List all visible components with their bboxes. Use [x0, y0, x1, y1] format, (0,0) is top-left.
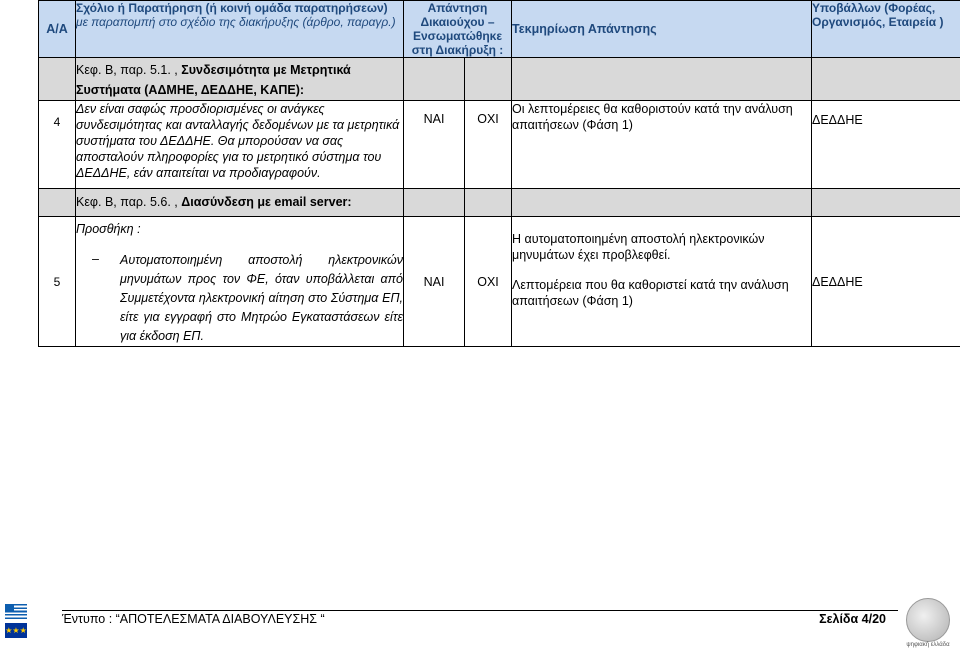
- consultation-table: [38, 0, 960, 347]
- row-submitter: ΔΕΔΔΗΕ: [812, 217, 960, 347]
- row-justification: Οι λεπτομέρειες θα καθοριστούν κατά την ανάλυση απαιτήσεων (Φάση 1): [512, 101, 812, 189]
- answer-yes: ΝΑΙ: [404, 217, 465, 347]
- footer-text: [62, 612, 898, 626]
- page-footer: [0, 596, 960, 649]
- header-comment-sub: με παραπομπή στο σχέδιο της διακήρυξης (άρθρο, παραγρ.): [76, 15, 396, 29]
- page-number: Σελίδα 4/20: [819, 612, 886, 626]
- row-number: 5: [39, 217, 76, 347]
- bullet-item: – Αυτοματοποιημένη αποστολή ηλεκτρονικών μηνυμάτων προς τον ΦΕ, όταν υποβάλλεται από Συμμετέχοντα ηλεκτρονική αίτηση στο Σύστημα ΕΠ, είτε για εγγραφή στο Μητρώο Εγκαταστάσεων είτε για έκδοση ΕΠ.: [76, 251, 403, 346]
- logo-emblem-icon: [906, 598, 950, 642]
- table-header-row: [39, 1, 960, 58]
- row-comment: [76, 217, 404, 347]
- greek-flag-icon: [5, 604, 27, 619]
- table-row: [39, 101, 960, 189]
- header-aa: Α/Α: [39, 1, 76, 58]
- digital-greece-logo: [900, 598, 956, 648]
- header-comment: [76, 1, 404, 58]
- answer-no: ΟΧΙ: [465, 217, 512, 347]
- section-ref-1: Κεφ. Β, παρ. 5.1. , Συνδεσιμότητα με Μετρητικά Συστήματα (ΑΔΜΗΕ, ΔΕΔΔΗΕ, ΚΑΠΕ):: [76, 58, 404, 101]
- row-justification: Η αυτοματοποιημένη αποστολή ηλεκτρονικών μηνυμάτων έχει προβλεφθεί. Λεπτομέρεια που θα καθοριστεί κατά την ανάλυση απαιτήσεων (Φάση 1): [512, 217, 812, 347]
- addition-label: Προσθήκη :: [76, 222, 141, 236]
- footer-divider: [62, 610, 898, 611]
- logo-caption: ψηφιακή ελλάδα: [906, 642, 950, 648]
- header-submitter: Υποβάλλων (Φορέας, Οργανισμός, Εταιρεία ): [812, 1, 960, 58]
- section-row: [39, 189, 960, 217]
- table-row: [39, 217, 960, 347]
- header-justification: Τεκμηρίωση Απάντησης: [512, 1, 812, 58]
- section-row: [39, 58, 960, 101]
- header-comment-title: Σχόλιο ή Παρατήρηση (ή κοινή ομάδα παρατηρήσεων): [76, 1, 388, 15]
- eu-flag-icon: ★★★: [5, 623, 27, 638]
- dash-bullet-icon: –: [92, 252, 99, 266]
- answer-yes: ΝΑΙ: [404, 101, 465, 189]
- row-number: 4: [39, 101, 76, 189]
- row-submitter: ΔΕΔΔΗΕ: [812, 101, 960, 189]
- header-answer: Απάντηση Δικαιούχου – Ενσωματώθηκε στη Διακήρυξη :: [404, 1, 512, 58]
- section-ref-2: Κεφ. Β, παρ. 5.6. , Διασύνδεση με email server:: [76, 189, 404, 217]
- footer-form-label: Έντυπο : “ΑΠΟΤΕΛΕΣΜΑΤΑ ΔΙΑΒΟΥΛΕΥΣΗΣ “: [62, 612, 325, 626]
- row-comment: Δεν είναι σαφώς προσδιορισμένες οι ανάγκες συνδεσιμότητας και ανταλλαγής δεδομένων με τα μετρητικά συστήματα του ΔΕΔΔΗΕ. Θα μπορούσαν να σας αποσταλούν πληροφορίες για το μετρητικό σύστημα του ΔΕΔΔΗΕ, εάν απαιτείται να προδιαγραφούν.: [76, 101, 404, 189]
- answer-no: ΟΧΙ: [465, 101, 512, 189]
